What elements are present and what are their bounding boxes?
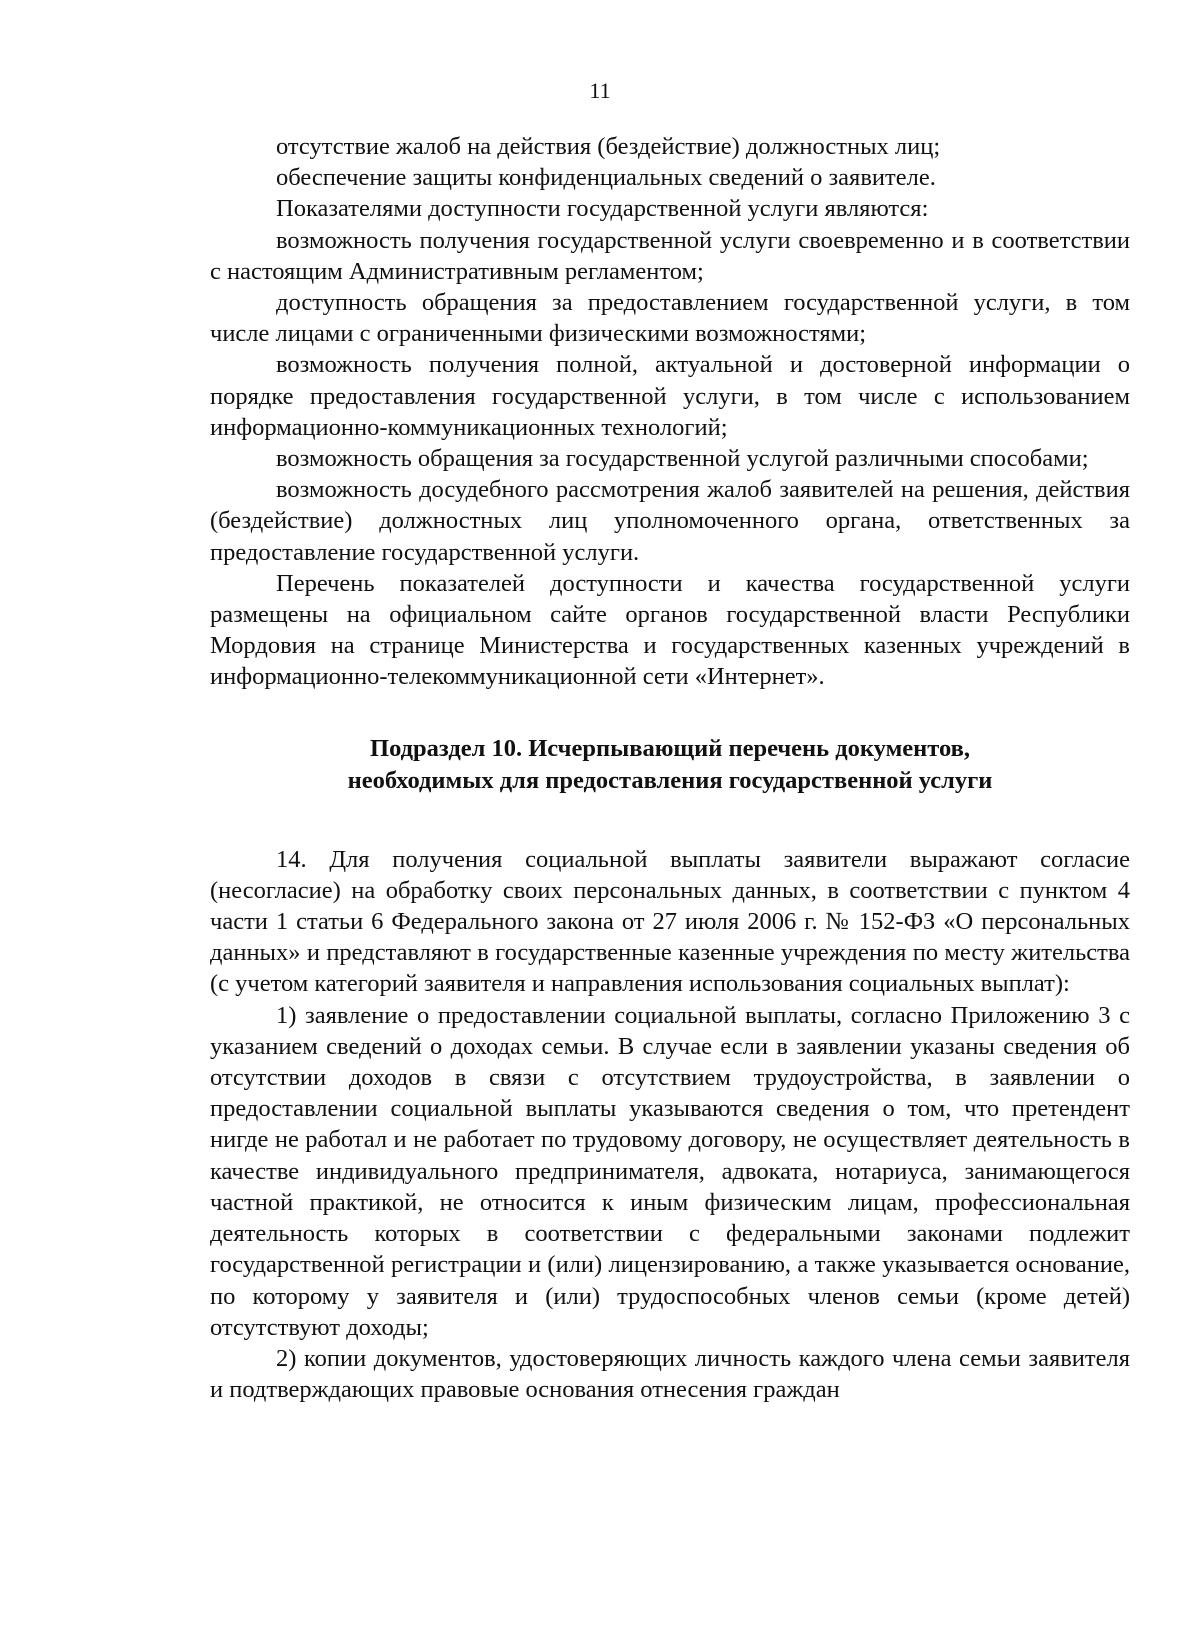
section-heading: [210, 733, 1130, 797]
page-number: 11: [589, 78, 611, 103]
paragraph: доступность обращения за предоставлением государственной услуги, в том числе лицами с ограниченными физическими возможностями;: [210, 289, 1130, 348]
section-heading-line-2: необходимых для предоставления государственной услуги: [347, 766, 993, 794]
paragraph: отсутствие жалоб на действия (бездействие) должностных лиц;: [276, 133, 941, 160]
paragraph: Перечень показателей доступности и качества государственной услуги размещены на официальном сайте органов государственной власти Республики Мордовия на странице Министерства и государственных казенных учреждений в информационно-телекоммуникационной сети «Интернет».: [210, 569, 1130, 691]
paragraph: возможность обращения за государственной услугой различными способами;: [276, 445, 1089, 473]
section-heading-line-1: Подраздел 10. Исчерпывающий перечень документов,: [370, 734, 970, 762]
paragraph: возможность получения государственной услуги своевременно и в соответствии с настоящим Административным регламентом;: [210, 226, 1130, 285]
paragraph: возможность досудебного рассмотрения жалоб заявителей на решения, действия (бездействие) должностных лиц уполномоченного органа, ответственных за предоставление государственной услуги.: [210, 476, 1130, 566]
paragraph: 2) копии документов, удостоверяющих личность каждого члена семьи заявителя и подтверждающих правовые основания отнесения граждан: [210, 1344, 1130, 1404]
paragraph: обеспечение защиты конфиденциальных сведений о заявителе.: [276, 164, 936, 192]
paragraph: Показателями доступности государственной услуги являются:: [276, 195, 929, 223]
paragraph: 14. Для получения социальной выплаты заявители выражают согласие (несогласие) на обработку своих персональных данных, в соответствии с пунктом 4 части 1 статьи 6 Федерального закона от 27 июля 2006 г. № 152-ФЗ «О персональных данных» и представляют в государственные казенные учреждения по месту жительства (с учетом категорий заявителя и направления использования социальных выплат):: [210, 845, 1130, 998]
paragraph: 1) заявление о предоставлении социальной выплаты, согласно Приложению 3 с указанием сведений о доходах семьи. В случае если в заявлении указаны сведения об отсутствии доходов в связи с отсутствием трудоустройства, в заявлении о предоставлении социальной выплаты указываются сведения о том, что претендент нигде не работал и не работает по трудовому договору, не осуществляет деятельность в качестве индивидуального предпринимателя, адвоката, нотариуса, занимающегося частной практикой, не относится к иным физическим лицам, профессиональная деятельность которых в соответствии с федеральными законами подлежит государственной регистрации и (или) лицензированию, а также указывается основание, по которому у заявителя и (или) трудоспособных членов семьи (кроме детей) отсутствуют доходы;: [210, 1001, 1130, 1341]
document-body: [210, 131, 1130, 1405]
paragraph: возможность получения полной, актуальной и достоверной информации о порядке предоставления государственной услуги, в том числе с использованием информационно-коммуникационных технологий;: [210, 351, 1130, 441]
